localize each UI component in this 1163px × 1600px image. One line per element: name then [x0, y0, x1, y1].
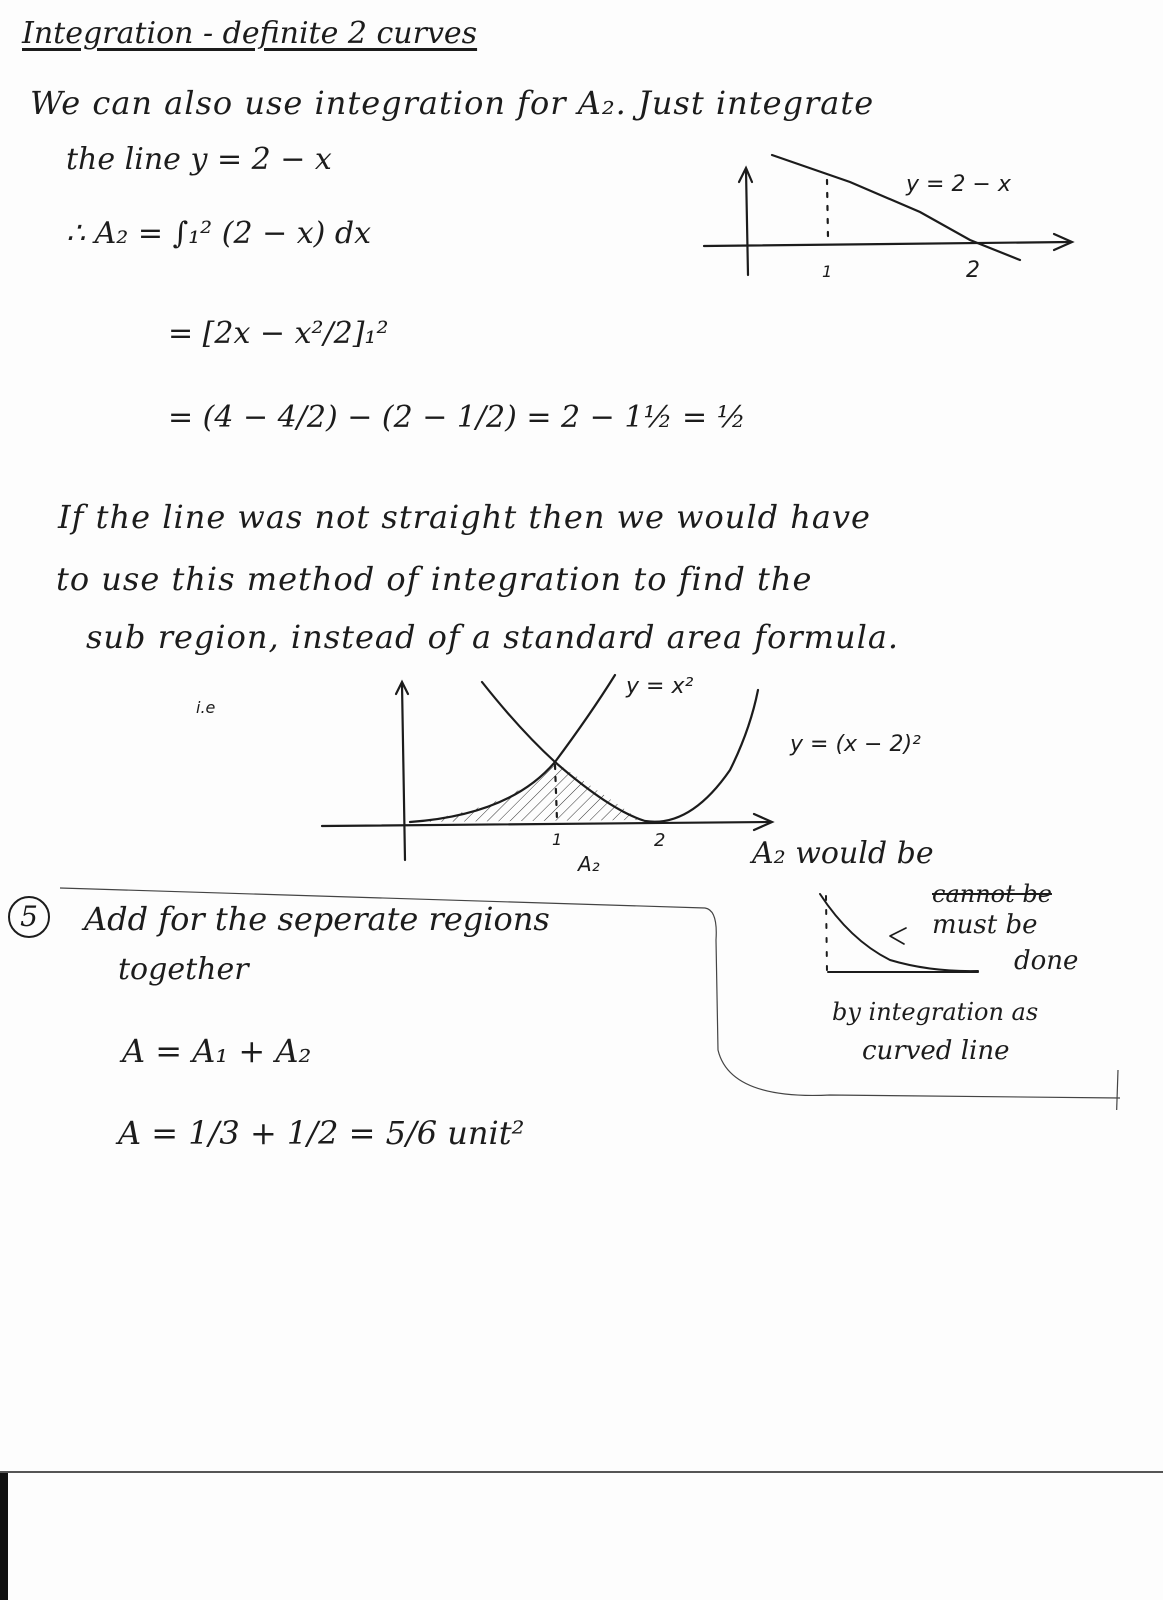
step-number-badge: 5 — [8, 896, 50, 938]
shaded-region — [410, 762, 640, 822]
figure2-curve1-label: y = x² — [626, 674, 694, 699]
y-axis — [746, 170, 748, 275]
figure1-line-label: y = 2 − x — [906, 172, 1011, 197]
side-note-line-4: curved line — [862, 1036, 1010, 1066]
dashed-guide-x1 — [827, 180, 828, 238]
antiderivative-expression: = [2x − x²/2]₁² — [168, 316, 389, 351]
figure1-tick-1: 1 — [822, 262, 833, 281]
y-axis-2 — [402, 684, 405, 860]
step5-equation-2: A = 1/3 + 1/2 = 5/6 unit² — [118, 1114, 525, 1152]
scan-edge-line — [0, 1471, 1163, 1473]
x-axis — [704, 242, 1070, 246]
side-note-line-2: done — [1014, 946, 1079, 976]
paragraph-line-2: to use this method of integration to find the — [56, 560, 813, 598]
parabola-graph — [310, 670, 780, 870]
scan-edge-bar — [0, 1473, 8, 1600]
side-note-crossed: cannot be — [932, 880, 1052, 908]
step5-text-2: together — [118, 952, 249, 987]
paragraph-line-1: If the line was not straight then we would have — [58, 498, 871, 536]
line-graph — [690, 150, 1090, 290]
figure1-tick-2: 2 — [966, 258, 980, 283]
figure2-tick-2: 2 — [654, 830, 666, 851]
figure2-curve2-label: y = (x − 2)² — [790, 732, 921, 757]
side-note-line-1: must be — [932, 910, 1038, 940]
x-axis-2 — [322, 822, 770, 826]
figure2-tick-1: 1 — [552, 830, 563, 849]
integral-expression: ∴ A₂ = ∫₁² (2 − x) dx — [66, 216, 372, 251]
evaluation-expression: = (4 − 4/2) − (2 − 1/2) = 2 − 1½ = ½ — [168, 400, 746, 435]
intro-line-1: We can also use integration for A₂. Just integrate — [30, 84, 875, 122]
figure2-region-label: A₂ — [578, 852, 600, 876]
figure2-eg-mark: i.e — [196, 698, 216, 717]
step5-equation-1: A = A₁ + A₂ — [122, 1032, 312, 1070]
side-note-heading: A₂ would be — [752, 836, 934, 871]
intro-line-2: the line y = 2 − x — [66, 142, 332, 177]
paragraph-line-3: sub region, instead of a standard area formula. — [86, 618, 900, 656]
page-title: Integration - definite 2 curves — [22, 16, 478, 51]
step5-text: Add for the seperate regions — [84, 900, 550, 938]
side-note-line-3: by integration as — [832, 998, 1039, 1026]
